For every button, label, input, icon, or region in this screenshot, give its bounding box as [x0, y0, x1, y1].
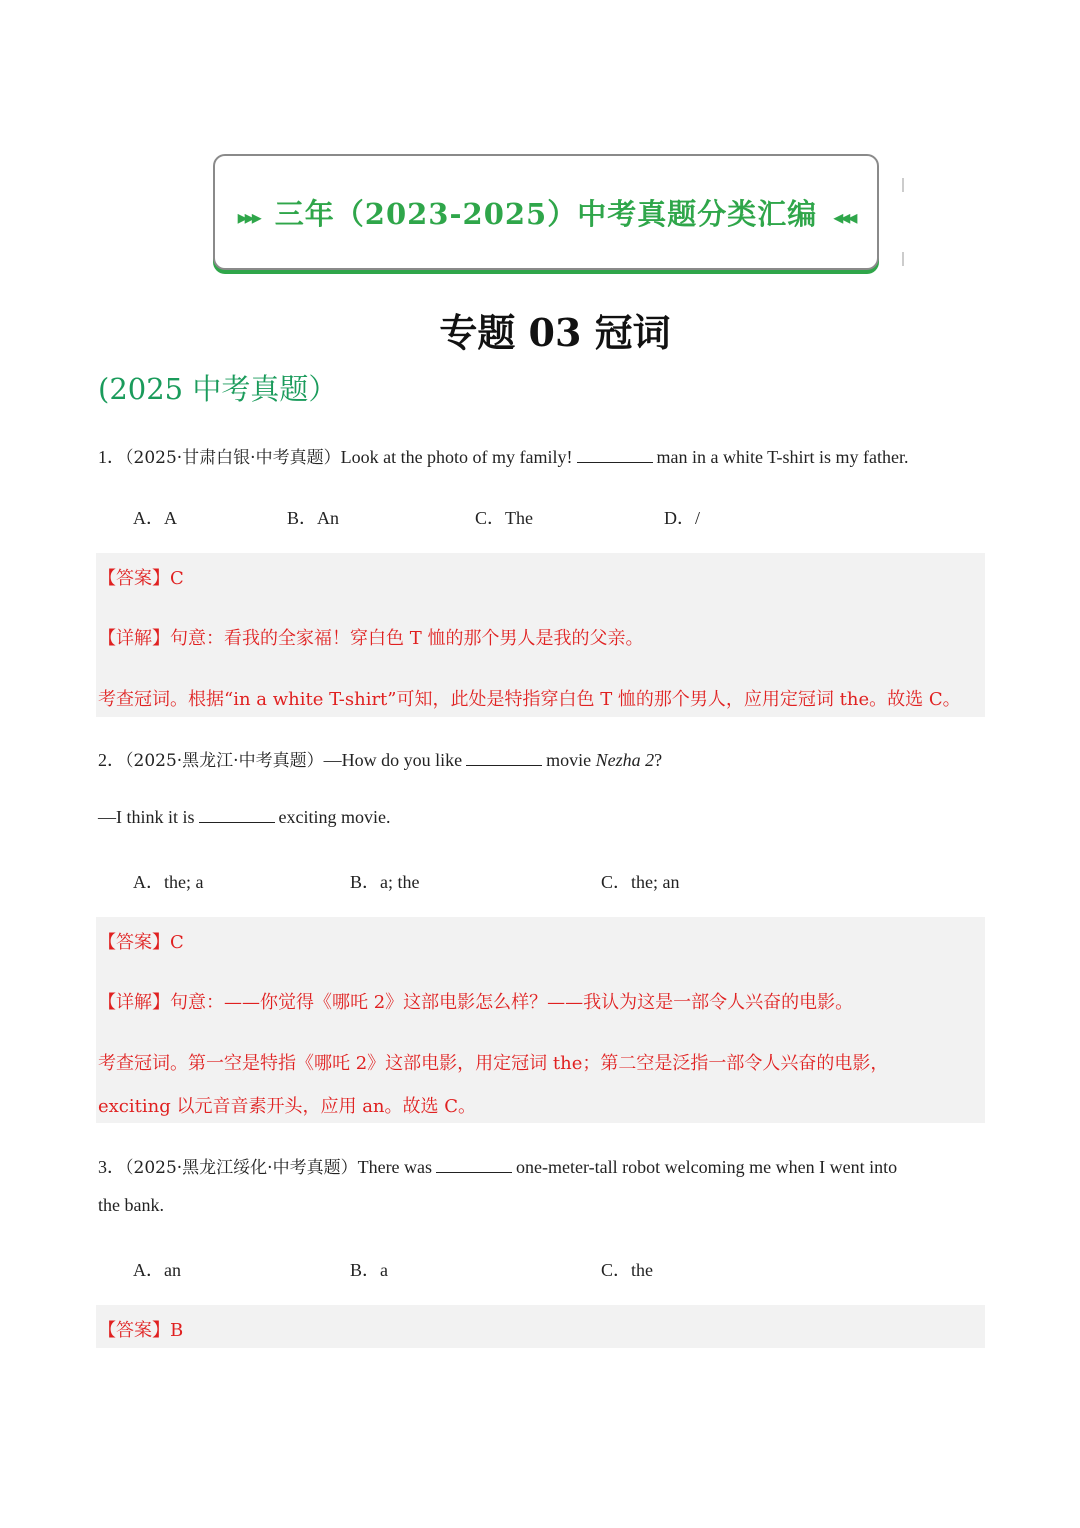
option-a: A．A [133, 508, 177, 528]
question-3-line-2: the bank. [98, 1195, 164, 1215]
movie-title: Nezha 2 [595, 750, 655, 770]
banner-title: 三年（2023-2025）中考真题分类汇编 [274, 196, 818, 231]
answer-detail: 【详解】句意：看我的全家福！穿白色 T 恤的那个男人是我的父亲。 [98, 628, 644, 649]
option-c: C．The [475, 508, 533, 528]
option-c: C．the [601, 1260, 653, 1280]
question-source: （2025·黑龙江·中考真题） [125, 751, 324, 771]
option-b: B．An [287, 508, 340, 528]
question-text: There was [357, 1157, 433, 1177]
question-2-line-2 [98, 807, 391, 828]
option-b: B．a [350, 1260, 388, 1280]
arrow-right-icon: ▸▸▸ [237, 204, 259, 229]
margin-tick-mark [902, 252, 904, 266]
answer-blank [466, 751, 542, 766]
section-heading: (2025 中考真题） [98, 372, 338, 406]
question-number: 1． [98, 447, 125, 467]
answer-detail: 【详解】句意：——你觉得《哪吒 2》这部电影怎么样？——我认为这是一部令人兴奋的电影。 [98, 992, 854, 1013]
question-text: —How do you like [323, 750, 463, 770]
banner-title-row [222, 192, 871, 233]
option-a: A．the; a [133, 872, 204, 892]
question-1 [98, 443, 909, 469]
option-d: D．/ [664, 508, 700, 528]
answer-blank [577, 448, 653, 463]
question-source: （2025·黑龙江绥化·中考真题） [125, 1158, 358, 1178]
answer-explanation: exciting 以元音音素开头，应用 an。故选 C。 [98, 1096, 477, 1117]
answer-box [96, 1305, 985, 1348]
question-text: —I think it is [98, 807, 195, 827]
answer-label: 【答案】B [98, 1320, 184, 1341]
answer-explanation: 考查冠词。根据“in a white T-shirt”可知，此处是特指穿白色 T 恤的那个男人，应用定冠词 the。故选 C。 [98, 689, 961, 710]
answer-explanation: 考查冠词。第一空是特指《哪吒 2》这部电影，用定冠词 the；第二空是泛指一部令人兴奋的电影， [98, 1053, 889, 1074]
header-banner [213, 154, 879, 270]
question-text: movie [546, 750, 592, 770]
question-number: 3． [98, 1157, 125, 1177]
question-text: man in a white T-shirt is my father. [656, 447, 909, 467]
question-text: Look at the photo of my family! [340, 447, 573, 467]
answer-blank [199, 808, 275, 823]
question-text: exciting movie. [278, 807, 391, 827]
question-2 [98, 746, 662, 772]
arrow-left-icon: ◂◂◂ [833, 204, 855, 229]
question-source: （2025·甘肃白银·中考真题） [125, 448, 341, 468]
answer-label: 【答案】C [98, 932, 184, 953]
document-title: 专题 03 冠词 [439, 310, 671, 355]
option-b: B．a; the [350, 872, 420, 892]
question-text: one-meter-tall robot welcoming me when I went into [516, 1157, 898, 1177]
answer-blank [436, 1158, 512, 1173]
option-a: A．an [133, 1260, 181, 1280]
question-text: ? [654, 750, 663, 770]
option-c: C．the; an [601, 872, 680, 892]
question-3 [98, 1153, 897, 1179]
margin-tick-mark [902, 178, 904, 192]
question-number: 2． [98, 750, 125, 770]
answer-label: 【答案】C [98, 568, 184, 589]
